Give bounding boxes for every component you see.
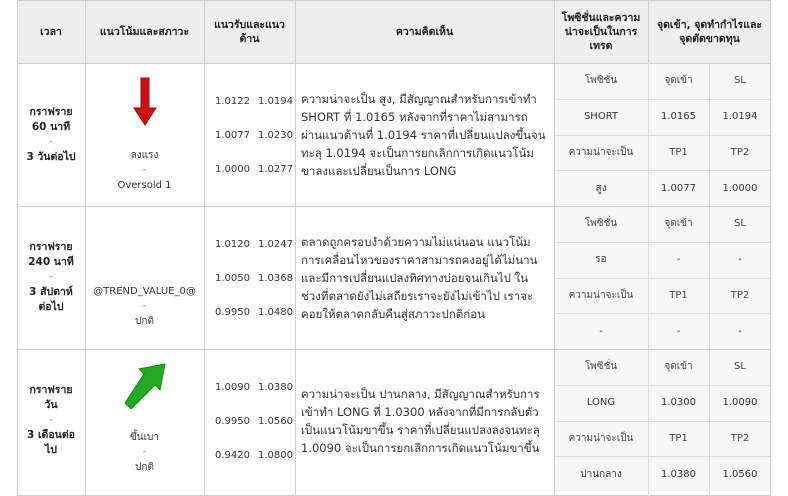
support-level: 0.9950 bbox=[215, 307, 250, 318]
grid-cell: โพซิชั่น bbox=[584, 361, 618, 373]
period-text: 3 วันต่อไป bbox=[26, 150, 76, 163]
divider bbox=[709, 63, 710, 496]
divider bbox=[17, 0, 771, 1]
divider bbox=[85, 0, 86, 496]
trend-text: @TREND_VALUE_0@ bbox=[93, 286, 196, 297]
grid-cell: TP1 bbox=[669, 432, 688, 444]
header-support-resistance: แนวรับและแนวต้าน bbox=[204, 0, 295, 63]
trend-text: ลงแรง bbox=[130, 149, 159, 161]
separator: - bbox=[49, 272, 53, 282]
divider bbox=[17, 206, 771, 207]
period-text: กราฟราย bbox=[29, 384, 73, 396]
grid-cell: - bbox=[676, 254, 681, 266]
period-text: กราฟราย bbox=[29, 241, 73, 253]
divider bbox=[770, 0, 771, 496]
trend-text: ปกติ bbox=[135, 316, 154, 327]
separator: - bbox=[49, 136, 53, 147]
grid-cell: จุดเข้า bbox=[664, 361, 693, 373]
grid-cell: จุดเข้า bbox=[664, 75, 693, 87]
resistance-level: 1.0560 bbox=[258, 416, 293, 427]
comment-text: ความน่าจะเป็น สูง, มีสัญญาณสำหรับการเข้าทำ SHORT ที่ 1.0165 หลังจากที่ราคาไม่สามารถผ่านแนวต้านที่ 1.0194 ราคาที่เปลี่ยนแปลงขึ้นจนทะลุ 1.0194 จะเป็นการยกเลิกการเกิดแนวโน้มขาลงและเปลี่ยนเป็นการ LONG bbox=[301, 91, 546, 178]
comment-text: ตลาดถูกครอบงำด้วยความไม่แน่นอน แนวโน้มการเคลื่อนไหวของราคาสามารถคงอยู่ได้ไม่นานและมีการเปลี่ยนแปลงทิศทางบ่อยจนเกินไป ในช่วงที่ตลาดยังไม่เสถียรเราจะยังไม่เข้าไป เราจะคอยให้ตลาดกลับคืนสู่สภาวะปกติก่อน bbox=[301, 234, 538, 321]
comment-cell bbox=[295, 349, 554, 492]
divider bbox=[295, 0, 296, 496]
divider bbox=[648, 63, 649, 496]
divider bbox=[554, 421, 771, 422]
grid-cell: SL bbox=[734, 361, 746, 373]
separator: - bbox=[142, 301, 147, 311]
trend-text: ปกติ bbox=[135, 461, 154, 473]
grid-cell: 1.0194 bbox=[722, 111, 758, 123]
divider bbox=[17, 63, 771, 64]
grid-cell: 1.0090 bbox=[722, 397, 758, 409]
grid-cell: TP2 bbox=[730, 432, 750, 444]
trend-text: ขึ้นเบา bbox=[129, 431, 160, 443]
down-arrow-icon bbox=[120, 77, 170, 132]
grid-cell: SHORT bbox=[583, 111, 619, 123]
grid-cell: 1.0165 bbox=[661, 111, 696, 123]
header-comment: ความคิดเห็น bbox=[295, 0, 554, 63]
trend-cell bbox=[85, 63, 204, 206]
level-pair bbox=[215, 450, 293, 461]
grid-cell: - bbox=[676, 325, 681, 337]
grid-cell: - bbox=[738, 325, 742, 337]
grid-cell: SL bbox=[734, 75, 746, 87]
resistance-level: 1.0230 bbox=[258, 130, 293, 141]
support-level: 0.9950 bbox=[215, 416, 250, 427]
support-resistance-cell bbox=[204, 63, 295, 206]
grid-cell: TP1 bbox=[669, 146, 688, 158]
divider bbox=[204, 0, 205, 496]
trend-cell bbox=[85, 206, 204, 349]
header-trend: แนวโน้มและสภาวะ bbox=[85, 0, 204, 63]
header-position: โพซิชั่นและความน่าจะเป็นในการเทรด bbox=[554, 0, 648, 63]
level-pair bbox=[215, 130, 293, 141]
support-level: 1.0050 bbox=[215, 273, 250, 284]
grid-cell: สูง bbox=[595, 182, 607, 194]
level-pair bbox=[215, 273, 293, 284]
support-level: 1.0000 bbox=[215, 164, 250, 175]
period-text: 240 นาที bbox=[28, 256, 74, 268]
grid-cell: 1.0077 bbox=[661, 182, 696, 194]
grid-cell: TP2 bbox=[730, 289, 750, 301]
grid-cell: ความน่าจะเป็น bbox=[568, 432, 634, 444]
grid-cell: โพซิชั่น bbox=[584, 75, 618, 87]
header-targets: จุดเข้า, จุดทำกำไรและจุดตัดขาดทุน bbox=[648, 0, 771, 63]
comment-cell bbox=[295, 206, 554, 349]
grid-cell: 1.0380 bbox=[661, 468, 696, 480]
period-text: ไป bbox=[45, 444, 57, 456]
support-resistance-cell bbox=[204, 349, 295, 492]
grid-cell: - bbox=[599, 325, 603, 337]
period-text: วัน bbox=[44, 399, 58, 411]
divider bbox=[554, 99, 771, 100]
support-level: 1.0120 bbox=[215, 239, 250, 250]
grid-cell: - bbox=[738, 254, 742, 266]
separator: - bbox=[49, 415, 53, 425]
level-pair bbox=[215, 164, 293, 175]
divider bbox=[554, 135, 771, 136]
resistance-level: 1.0194 bbox=[258, 96, 293, 107]
level-pair bbox=[215, 239, 293, 250]
grid-cell: TP2 bbox=[730, 146, 750, 158]
grid-cell: 1.0000 bbox=[722, 182, 758, 194]
header-time: เวลา bbox=[17, 0, 85, 63]
level-pair bbox=[215, 96, 293, 107]
divider bbox=[554, 170, 771, 171]
period-text: 3 เดือนต่อ bbox=[27, 429, 75, 441]
level-pair bbox=[215, 307, 293, 318]
grid-cell: SL bbox=[734, 218, 746, 230]
level-pair bbox=[215, 382, 293, 393]
period-cell bbox=[17, 349, 85, 492]
support-level: 1.0090 bbox=[215, 382, 250, 393]
support-level: 1.0077 bbox=[215, 130, 250, 141]
grid-cell: จุดเข้า bbox=[664, 218, 693, 230]
separator: - bbox=[142, 446, 147, 457]
trend-text: Oversold 1 bbox=[117, 179, 172, 191]
level-pair bbox=[215, 416, 293, 427]
comment-cell bbox=[295, 63, 554, 206]
divider bbox=[17, 349, 771, 350]
support-level: 1.0122 bbox=[215, 96, 250, 107]
forecast-table bbox=[17, 0, 771, 496]
period-cell bbox=[17, 206, 85, 349]
divider bbox=[554, 278, 771, 279]
support-resistance-cell bbox=[204, 206, 295, 349]
resistance-level: 1.0368 bbox=[258, 273, 293, 284]
grid-cell: รอ bbox=[595, 254, 607, 266]
grid-cell: ความน่าจะเป็น bbox=[568, 146, 634, 158]
grid-cell: 1.0300 bbox=[661, 397, 696, 409]
period-text: 60 นาที bbox=[31, 120, 71, 133]
resistance-level: 1.0800 bbox=[258, 450, 293, 461]
divider bbox=[554, 0, 555, 496]
support-level: 0.9420 bbox=[215, 450, 250, 461]
trend-cell bbox=[85, 349, 204, 492]
grid-cell: TP1 bbox=[669, 289, 688, 301]
resistance-level: 1.0480 bbox=[258, 307, 293, 318]
resistance-level: 1.0277 bbox=[258, 164, 293, 175]
period-text: 3 สัปดาห์ bbox=[29, 286, 73, 298]
grid-cell: 1.0560 bbox=[722, 468, 758, 480]
period-text: ต่อไป bbox=[38, 301, 64, 313]
divider bbox=[554, 385, 771, 386]
resistance-level: 1.0380 bbox=[258, 382, 293, 393]
divider bbox=[554, 242, 771, 243]
grid-cell: ปานกลาง bbox=[580, 468, 622, 480]
up-arrow-icon bbox=[120, 367, 170, 414]
grid-cell: โพซิชั่น bbox=[584, 218, 618, 230]
grid-cell: ความน่าจะเป็น bbox=[568, 289, 634, 301]
comment-text: ความน่าจะเป็น ปานกลาง, มีสัญญาณสำหรับการเข้าทำ LONG ที่ 1.0300 หลังจากที่มีการกลับตัวเป็นแนวโน้มขาขึ้น ราคาที่เปลี่ยนแปลงลงจนทะลุ 1.0090 จะเป็นการยกเลิกการเกิดแนวโน้มขาขึ้น bbox=[301, 386, 540, 455]
divider bbox=[554, 456, 771, 457]
grid-cell: LONG bbox=[586, 397, 616, 409]
period-cell bbox=[17, 63, 85, 206]
divider bbox=[17, 0, 18, 496]
separator: - bbox=[142, 164, 147, 175]
resistance-level: 1.0247 bbox=[258, 239, 293, 250]
divider bbox=[554, 313, 771, 314]
period-text: กราฟราย bbox=[29, 105, 73, 118]
